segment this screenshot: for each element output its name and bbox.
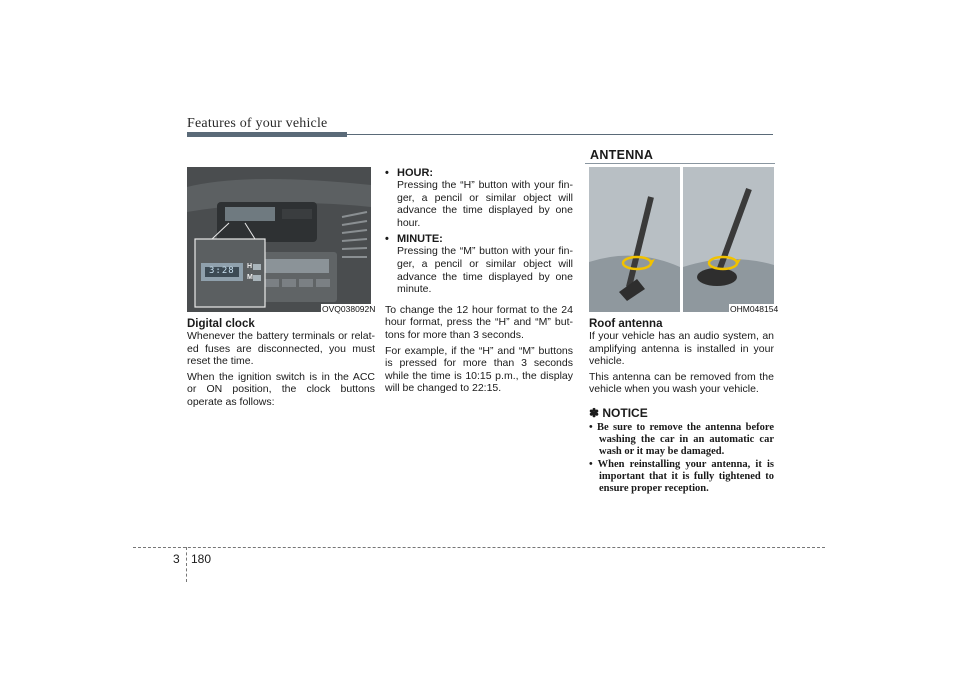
roof-antenna-paragraph-1: If your vehicle has an audio system, an amplifying antenna is installed in your vehicle. [589,330,774,368]
notice-item: • When reinstalling your antenna, it is important that it is fully tightened to ensure proper reception. [589,458,774,494]
header-bar [187,132,347,137]
minute-bullet [385,233,573,245]
dashboard-illustration [187,167,371,312]
antenna-image-code: OHM048154 [730,304,779,314]
minute-label: MINUTE: [397,233,443,246]
bullet-dot: • [385,233,389,246]
footer-rule [133,547,825,548]
example-paragraph: For example, if the “H” and “M” buttons is pressed for more than 3 seconds while the time is 10:15 p.m., the display will be changed to 22:15. [385,344,573,395]
clock-image-code: OVQ038092N [322,304,376,314]
running-header: Features of your vehicle [187,116,328,131]
hour-button-label: H [247,263,253,270]
clock-display: 3:28 [209,266,235,276]
digital-clock-heading: Digital clock [187,318,255,330]
roof-antenna-heading: Roof antenna [589,318,663,330]
digital-clock-paragraph-2: When the ignition switch is in the ACC or ON position, the clock buttons operate as follows: [187,370,375,408]
page-number: 180 [191,552,212,566]
section-rule [585,163,775,164]
roof-antenna-paragraph-2: This antenna can be removed from the vehicle when you wash your vehicle. [589,370,774,396]
clock-buttons-section [385,167,573,398]
digital-clock-paragraph-1: Whenever the battery terminals or relat-ed fuses are disconnected, you must reset the time. [187,330,375,368]
notice-list [589,422,774,495]
antenna-section-title: ANTENNA [590,148,654,162]
minute-description: Pressing the “M” button with your fin-ger, a pencil or similar object will advance the time displayed by one minute. [397,245,573,296]
footer-divider [186,547,187,582]
minute-button-label: M [247,274,253,281]
format-paragraph: To change the 12 hour format to the 24 hour format, press the “H” and “M” but-tons for more than 3 seconds. [385,303,573,341]
minute-button [253,275,261,281]
notice-item: • Be sure to remove the antenna before washing the car in an automatic car wash or it may be damaged. [589,421,774,457]
antenna-image [589,167,774,312]
roof-antenna-section [589,318,774,496]
hour-button [253,264,261,270]
header-rule [347,134,773,135]
clock-dashboard-image [187,167,371,312]
bullet-dot: • [385,167,389,179]
digital-clock-section [187,318,375,412]
hour-description: Pressing the “H” button with your fin-ger, a pencil or similar object will advance the time displayed by one hour. [397,179,573,229]
chapter-number: 3 [173,552,180,566]
notice-title: ✽ NOTICE [589,405,648,420]
hour-label: HOUR: [397,167,434,179]
antenna-illustration [589,167,774,312]
hour-bullet [385,167,573,179]
